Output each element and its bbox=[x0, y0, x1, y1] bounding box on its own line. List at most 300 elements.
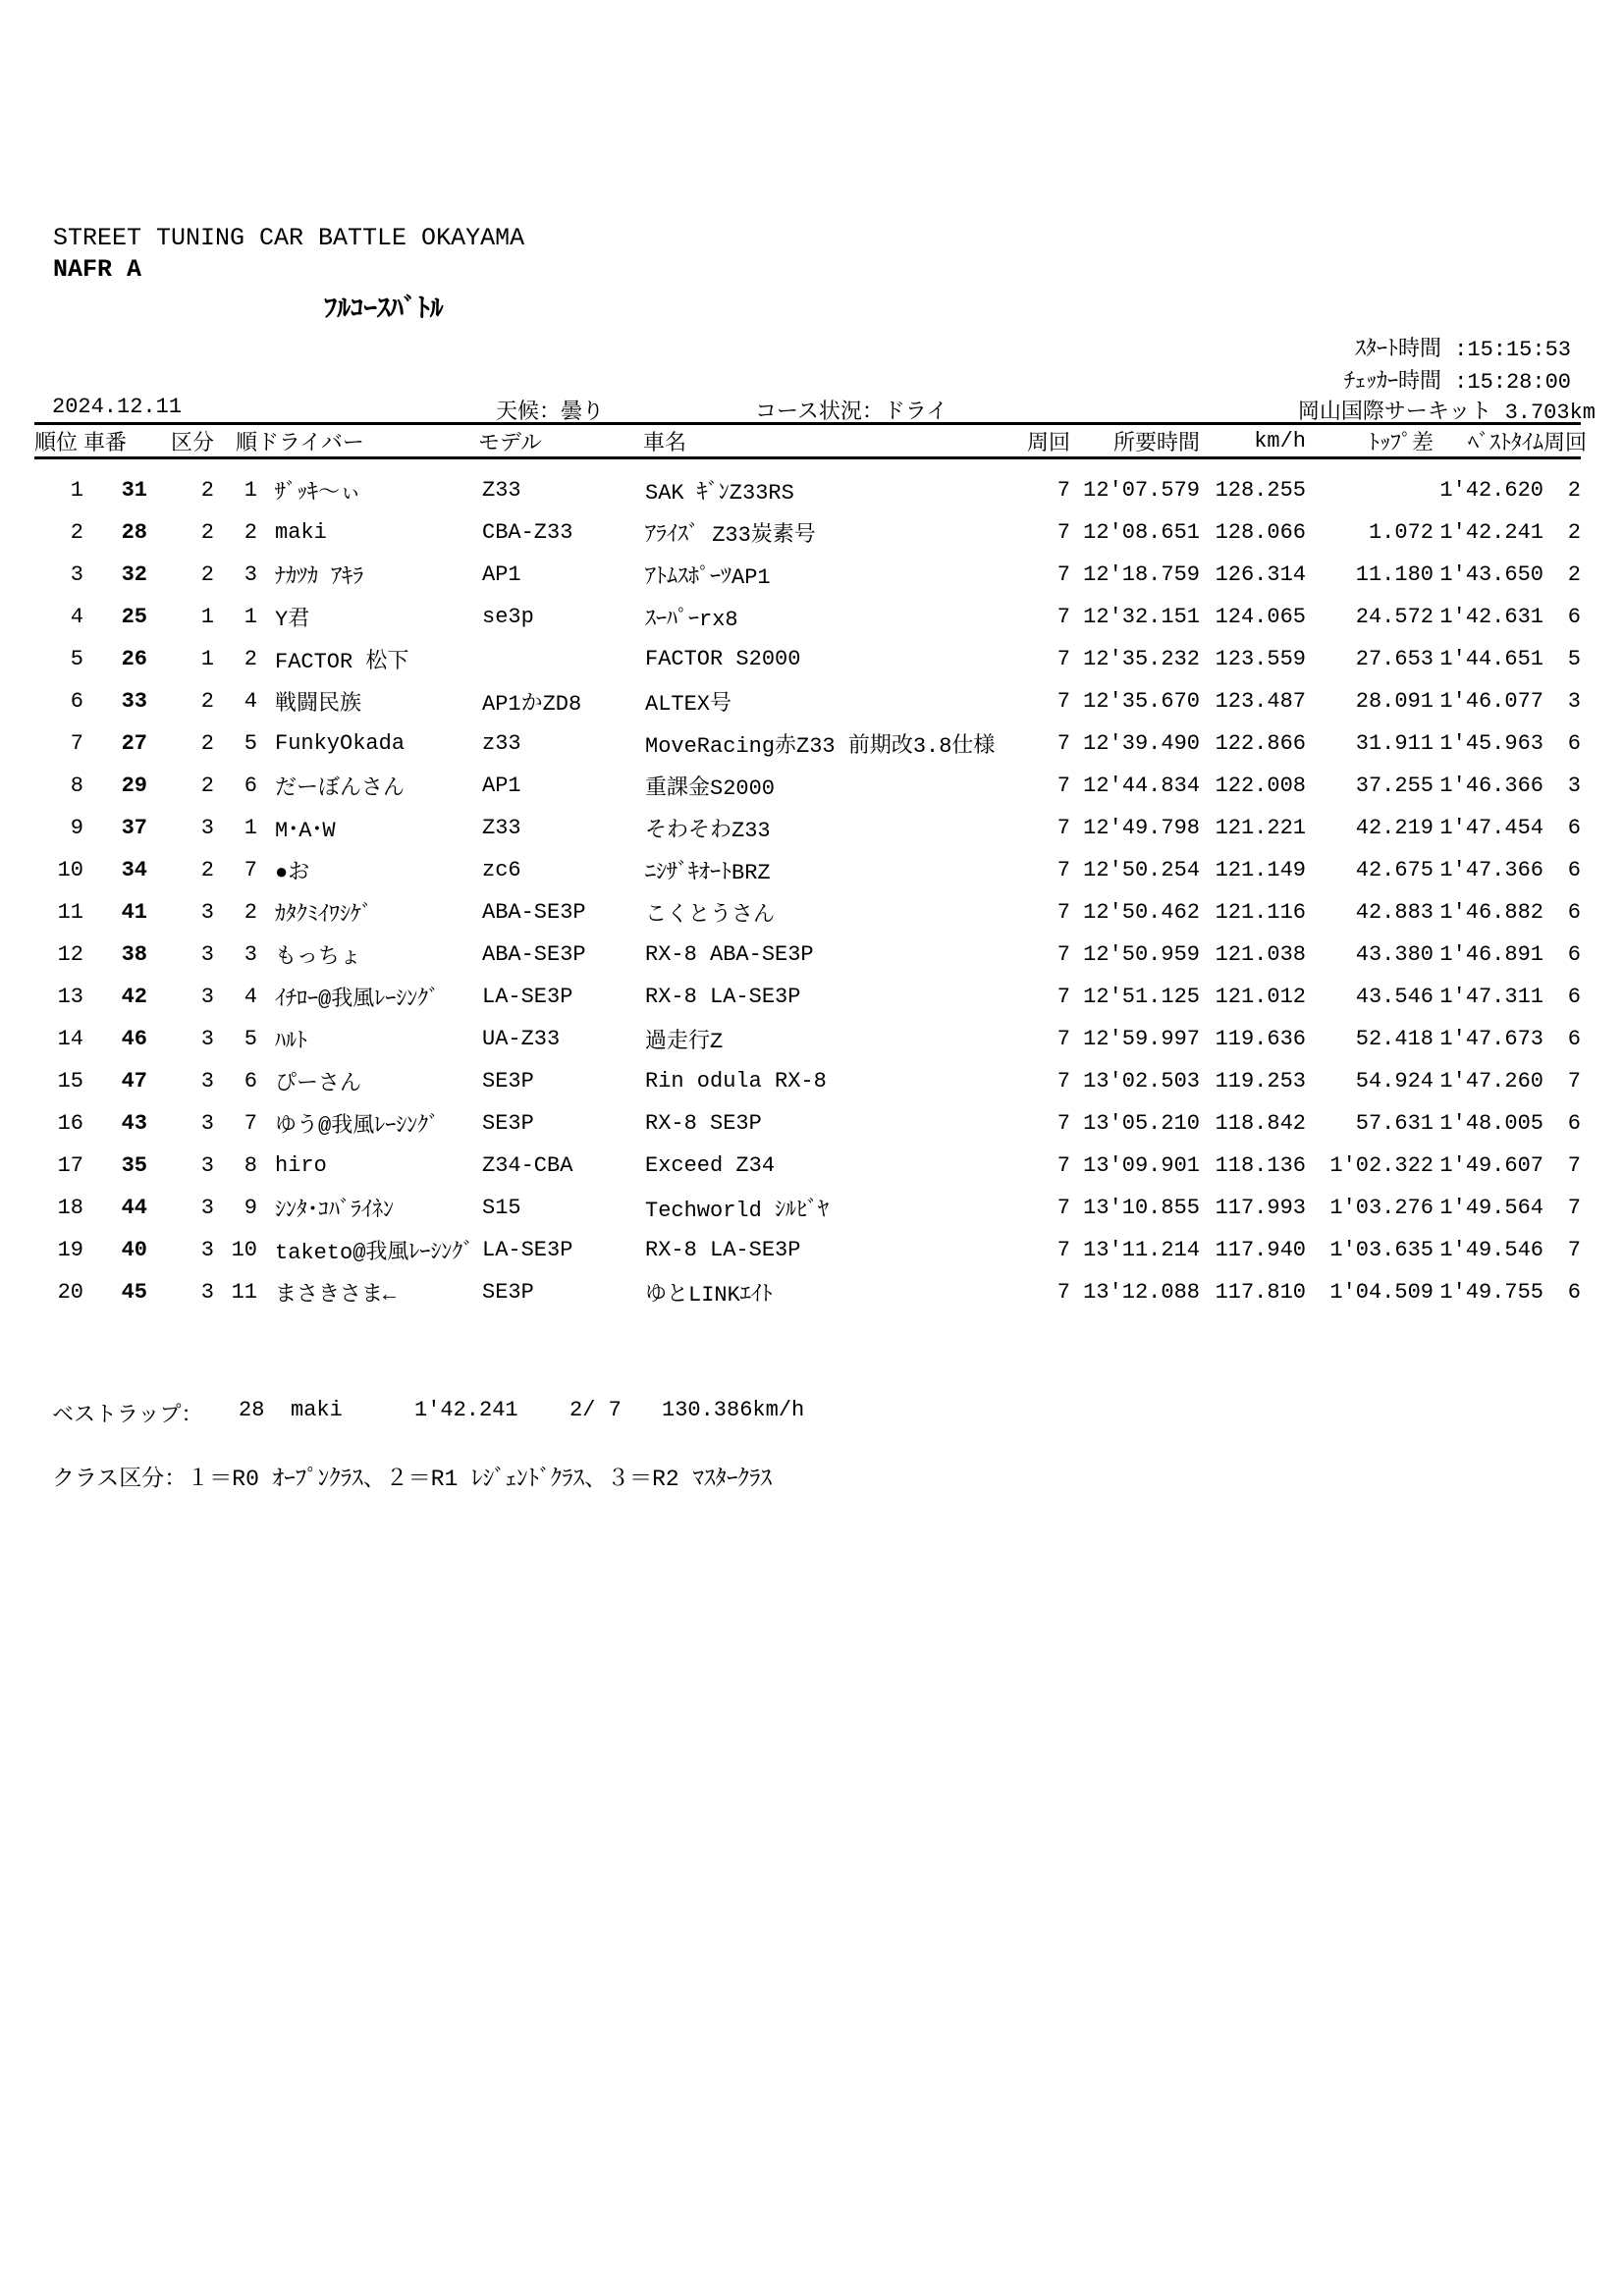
cell-driver: ぴーさん bbox=[275, 1072, 362, 1096]
header-row bbox=[34, 424, 1581, 458]
class-legend: クラス区分：１＝R0 ｵｰﾌﾟﾝｸﾗｽ、２＝R1 ﾚｼﾞｪﾝﾄﾞｸﾗｽ、３＝R2 ﾏｽﾀｰｸﾗｽ bbox=[52, 1467, 773, 1492]
cell-speed-kmh: 121.038 bbox=[1215, 942, 1306, 967]
cell-total-time: 12'49.798 bbox=[1083, 816, 1200, 840]
results-table-head bbox=[34, 424, 1588, 458]
cell-rank: 19 bbox=[57, 1238, 83, 1262]
cell-best-lap-no: 2 bbox=[1567, 520, 1581, 545]
cell-total-time: 12'44.834 bbox=[1083, 774, 1200, 798]
cell-gap-to-top: 42.219 bbox=[1355, 816, 1434, 840]
table-row bbox=[34, 1229, 1581, 1271]
cell-class-rank: 4 bbox=[244, 985, 257, 1009]
cell-model: LA-SE3P bbox=[482, 1238, 573, 1262]
cell-car-name: こくとうさん bbox=[645, 903, 776, 928]
table-row bbox=[34, 891, 1581, 934]
cell-rank: 8 bbox=[70, 774, 83, 798]
cell-car-number: 46 bbox=[121, 1027, 147, 1051]
weather-condition: 天候：曇り bbox=[496, 400, 605, 425]
cell-class: 2 bbox=[200, 689, 214, 714]
cell-class-rank: 2 bbox=[244, 900, 257, 925]
cell-car-name: 重課金S2000 bbox=[645, 776, 776, 801]
cell-laps: 7 bbox=[1056, 647, 1070, 671]
cell-driver: Y君 bbox=[275, 608, 310, 632]
cell-gap-to-top: 31.911 bbox=[1355, 731, 1434, 756]
cell-car-number: 44 bbox=[121, 1196, 147, 1220]
table-row bbox=[34, 458, 1581, 512]
cell-car-name: ｱﾄﾑｽﾎﾟｰﾂAP1 bbox=[645, 565, 771, 590]
cell-car-number: 29 bbox=[121, 774, 147, 798]
cell-best-time: 1'47.311 bbox=[1439, 985, 1543, 1009]
cell-total-time: 12'08.651 bbox=[1083, 520, 1200, 545]
col-header-laps: 周回 bbox=[1026, 431, 1070, 456]
cell-driver: maki bbox=[275, 520, 327, 545]
cell-model: zc6 bbox=[482, 858, 521, 882]
cell-laps: 7 bbox=[1056, 1111, 1070, 1136]
cell-total-time: 12'07.579 bbox=[1083, 478, 1200, 503]
table-row bbox=[34, 638, 1581, 680]
cell-car-number: 35 bbox=[121, 1153, 147, 1178]
cell-driver: まさきさま← bbox=[275, 1283, 397, 1308]
cell-car-number: 45 bbox=[121, 1280, 147, 1305]
cell-best-lap-no: 2 bbox=[1567, 478, 1581, 503]
cell-model: se3p bbox=[482, 605, 534, 629]
cell-gap-to-top: 24.572 bbox=[1355, 605, 1434, 629]
cell-class-rank: 7 bbox=[244, 1111, 257, 1136]
cell-rank: 2 bbox=[70, 520, 83, 545]
cell-laps: 7 bbox=[1056, 1280, 1070, 1305]
cell-best-time: 1'45.963 bbox=[1439, 731, 1543, 756]
cell-model: S15 bbox=[482, 1196, 521, 1220]
cell-driver: ﾅｶﾂｶ ｱｷﾗ bbox=[275, 565, 364, 590]
cell-laps: 7 bbox=[1056, 1153, 1070, 1178]
table-row bbox=[34, 1145, 1581, 1187]
cell-class: 1 bbox=[200, 647, 214, 671]
cell-car-number: 42 bbox=[121, 985, 147, 1009]
cell-best-lap-no: 7 bbox=[1567, 1069, 1581, 1094]
cell-best-lap-no: 6 bbox=[1567, 1111, 1581, 1136]
cell-best-lap-no: 6 bbox=[1567, 900, 1581, 925]
cell-driver: 戦闘民族 bbox=[275, 692, 362, 717]
table-row bbox=[34, 511, 1581, 554]
cell-car-name: RX-8 LA-SE3P bbox=[645, 1238, 801, 1262]
start-time-label: ｽﾀｰﾄ時間 bbox=[1354, 338, 1441, 362]
cell-rank: 6 bbox=[70, 689, 83, 714]
col-header-class: 区分 bbox=[170, 431, 214, 456]
cell-model: AP1 bbox=[482, 562, 521, 587]
race-type-heading: ﾌﾙｺｰｽﾊﾞﾄﾙ bbox=[324, 296, 444, 326]
cell-class: 2 bbox=[200, 774, 214, 798]
cell-class-rank: 1 bbox=[244, 605, 257, 629]
cell-laps: 7 bbox=[1056, 858, 1070, 882]
cell-car-number: 31 bbox=[121, 478, 147, 503]
cell-class-rank: 2 bbox=[244, 647, 257, 671]
cell-laps: 7 bbox=[1056, 985, 1070, 1009]
cell-laps: 7 bbox=[1056, 689, 1070, 714]
race-date: 2024.12.11 bbox=[52, 395, 183, 419]
cell-class: 2 bbox=[200, 478, 214, 503]
results-table-body bbox=[34, 458, 1581, 1314]
cell-driver: もっちょ bbox=[275, 945, 362, 970]
cell-rank: 15 bbox=[57, 1069, 83, 1094]
circuit-name-length: 岡山国際サーキット 3.703km bbox=[1297, 400, 1596, 425]
cell-best-lap-no: 6 bbox=[1567, 985, 1581, 1009]
cell-laps: 7 bbox=[1056, 774, 1070, 798]
cell-best-lap-no: 6 bbox=[1567, 1280, 1581, 1305]
cell-best-lap-no: 6 bbox=[1567, 858, 1581, 882]
cell-model: AP1かZD8 bbox=[482, 692, 582, 717]
cell-best-lap-no: 7 bbox=[1567, 1238, 1581, 1262]
cell-laps: 7 bbox=[1056, 942, 1070, 967]
cell-best-lap-no: 7 bbox=[1567, 1153, 1581, 1178]
cell-speed-kmh: 118.842 bbox=[1215, 1111, 1306, 1136]
start-time-value: :15:15:53 bbox=[1454, 338, 1571, 362]
cell-driver: hiro bbox=[275, 1153, 327, 1178]
cell-class: 2 bbox=[200, 520, 214, 545]
cell-class: 3 bbox=[200, 1111, 214, 1136]
cell-gap-to-top: 1'04.509 bbox=[1329, 1280, 1434, 1305]
cell-best-time: 1'49.755 bbox=[1439, 1280, 1543, 1305]
cell-best-time: 1'48.005 bbox=[1439, 1111, 1543, 1136]
cell-speed-kmh: 126.314 bbox=[1215, 562, 1306, 587]
cell-car-name: ｱﾗｲｽﾞ Z33炭素号 bbox=[645, 523, 816, 548]
cell-rank: 11 bbox=[57, 900, 83, 925]
cell-model: ABA-SE3P bbox=[482, 942, 586, 967]
cell-rank: 20 bbox=[57, 1280, 83, 1305]
cell-speed-kmh: 119.253 bbox=[1215, 1069, 1306, 1094]
table-row bbox=[34, 807, 1581, 849]
cell-model: SE3P bbox=[482, 1280, 534, 1305]
cell-speed-kmh: 121.149 bbox=[1215, 858, 1306, 882]
cell-car-name: Techworld ｼﾙﾋﾞﾔ bbox=[645, 1199, 830, 1223]
best-lap-lap-number: 2/ 7 bbox=[569, 1398, 622, 1422]
cell-best-time: 1'49.607 bbox=[1439, 1153, 1543, 1178]
col-header-gap-to-top: ﾄｯﾌﾟ差 bbox=[1368, 431, 1434, 456]
best-lap-label: ベストラップ： bbox=[52, 1404, 203, 1428]
cell-rank: 14 bbox=[57, 1027, 83, 1051]
cell-gap-to-top: 52.418 bbox=[1355, 1027, 1434, 1051]
cell-class: 3 bbox=[200, 1196, 214, 1220]
cell-car-name: RX-8 LA-SE3P bbox=[645, 985, 801, 1009]
cell-model: z33 bbox=[482, 731, 521, 756]
cell-car-number: 47 bbox=[121, 1069, 147, 1094]
cell-class-rank: 8 bbox=[244, 1153, 257, 1178]
cell-driver: ﾊﾙﾄ bbox=[275, 1030, 308, 1054]
cell-gap-to-top: 1'03.635 bbox=[1329, 1238, 1434, 1262]
cell-driver: ゆう@我風ﾚｰｼﾝｸﾞ bbox=[275, 1114, 440, 1139]
cell-class-rank: 3 bbox=[244, 942, 257, 967]
cell-best-lap-no: 6 bbox=[1567, 816, 1581, 840]
cell-car-number: 40 bbox=[121, 1238, 147, 1262]
results-table bbox=[34, 422, 1588, 1313]
cell-best-time: 1'47.260 bbox=[1439, 1069, 1543, 1094]
cell-best-time: 1'46.366 bbox=[1439, 774, 1543, 798]
cell-rank: 12 bbox=[57, 942, 83, 967]
cell-best-time: 1'43.650 bbox=[1439, 562, 1543, 587]
cell-car-number: 34 bbox=[121, 858, 147, 882]
cell-laps: 7 bbox=[1056, 731, 1070, 756]
cell-rank: 16 bbox=[57, 1111, 83, 1136]
cell-car-name: RX-8 SE3P bbox=[645, 1111, 762, 1136]
cell-best-time: 1'47.366 bbox=[1439, 858, 1543, 882]
start-time bbox=[1355, 332, 1571, 362]
cell-best-time: 1'42.631 bbox=[1439, 605, 1543, 629]
table-row bbox=[34, 596, 1581, 638]
col-header-model: モデル bbox=[478, 431, 542, 456]
cell-best-lap-no: 7 bbox=[1567, 1196, 1581, 1220]
col-header-speed-kmh: km/h bbox=[1254, 428, 1306, 454]
cell-car-name: 過走行Z bbox=[645, 1030, 724, 1054]
cell-class: 2 bbox=[200, 858, 214, 882]
cell-total-time: 13'11.214 bbox=[1083, 1238, 1200, 1262]
cell-class-rank: 7 bbox=[244, 858, 257, 882]
cell-class: 3 bbox=[200, 900, 214, 925]
cell-total-time: 12'35.232 bbox=[1083, 647, 1200, 671]
cell-class-rank: 10 bbox=[231, 1238, 257, 1262]
cell-best-lap-no: 5 bbox=[1567, 647, 1581, 671]
table-row bbox=[34, 765, 1581, 807]
table-row bbox=[34, 554, 1581, 596]
cell-best-time: 1'44.651 bbox=[1439, 647, 1543, 671]
cell-class: 3 bbox=[200, 1238, 214, 1262]
table-row bbox=[34, 680, 1581, 722]
cell-total-time: 12'50.254 bbox=[1083, 858, 1200, 882]
cell-driver: だーぼんさん bbox=[275, 776, 406, 801]
cell-model: SE3P bbox=[482, 1069, 534, 1094]
cell-rank: 18 bbox=[57, 1196, 83, 1220]
cell-best-time: 1'46.891 bbox=[1439, 942, 1543, 967]
cell-class-rank: 5 bbox=[244, 731, 257, 756]
cell-laps: 7 bbox=[1056, 816, 1070, 840]
cell-car-name: そわそわZ33 bbox=[645, 819, 771, 843]
cell-laps: 7 bbox=[1056, 1069, 1070, 1094]
cell-class: 3 bbox=[200, 985, 214, 1009]
cell-gap-to-top: 1'03.276 bbox=[1329, 1196, 1434, 1220]
cell-laps: 7 bbox=[1056, 562, 1070, 587]
cell-gap-to-top: 57.631 bbox=[1355, 1111, 1434, 1136]
cell-class-rank: 11 bbox=[231, 1280, 257, 1305]
table-row bbox=[34, 722, 1581, 765]
cell-model: UA-Z33 bbox=[482, 1027, 561, 1051]
col-header-car-name: 車名 bbox=[643, 431, 687, 456]
cell-driver: ●お bbox=[275, 861, 310, 885]
cell-car-name: SAK ｷﾞﾝZ33RS bbox=[645, 481, 794, 506]
cell-best-lap-no: 6 bbox=[1567, 942, 1581, 967]
cell-car-number: 26 bbox=[121, 647, 147, 671]
cell-car-name: ｽｰﾊﾟｰrx8 bbox=[645, 608, 738, 632]
cell-class: 1 bbox=[200, 605, 214, 629]
cell-speed-kmh: 121.116 bbox=[1215, 900, 1306, 925]
cell-rank: 1 bbox=[70, 478, 83, 503]
cell-best-time: 1'42.620 bbox=[1439, 478, 1543, 503]
cell-total-time: 13'05.210 bbox=[1083, 1111, 1200, 1136]
cell-speed-kmh: 122.866 bbox=[1215, 731, 1306, 756]
col-header-rank: 順位 bbox=[34, 431, 79, 456]
page-title: STREET TUNING CAR BATTLE OKAYAMA bbox=[53, 224, 525, 252]
cell-best-lap-no: 6 bbox=[1567, 1027, 1581, 1051]
cell-speed-kmh: 121.221 bbox=[1215, 816, 1306, 840]
cell-speed-kmh: 117.940 bbox=[1215, 1238, 1306, 1262]
cell-best-lap-no: 6 bbox=[1567, 731, 1581, 756]
cell-total-time: 12'35.670 bbox=[1083, 689, 1200, 714]
cell-gap-to-top: 42.675 bbox=[1355, 858, 1434, 882]
cell-car-name: ゆとLINKｴｲﾄ bbox=[645, 1283, 773, 1308]
checker-time bbox=[1344, 364, 1571, 395]
cell-car-number: 43 bbox=[121, 1111, 147, 1136]
cell-class: 3 bbox=[200, 1153, 214, 1178]
cell-model: Z33 bbox=[482, 478, 521, 503]
cell-gap-to-top: 1.072 bbox=[1368, 520, 1434, 545]
cell-rank: 9 bbox=[70, 816, 83, 840]
cell-gap-to-top: 27.653 bbox=[1355, 647, 1434, 671]
cell-class-rank: 2 bbox=[244, 520, 257, 545]
cell-driver: ｲﾁﾛｰ@我風ﾚｰｼﾝｸﾞ bbox=[275, 988, 440, 1012]
cell-laps: 7 bbox=[1056, 478, 1070, 503]
cell-total-time: 12'50.959 bbox=[1083, 942, 1200, 967]
cell-total-time: 12'59.997 bbox=[1083, 1027, 1200, 1051]
page-subtitle: NAFR A bbox=[53, 255, 142, 284]
cell-speed-kmh: 117.993 bbox=[1215, 1196, 1306, 1220]
cell-model: CBA-Z33 bbox=[482, 520, 573, 545]
cell-car-number: 33 bbox=[121, 689, 147, 714]
cell-model: Z34-CBA bbox=[482, 1153, 573, 1178]
cell-speed-kmh: 128.066 bbox=[1215, 520, 1306, 545]
table-row bbox=[34, 1018, 1581, 1060]
cell-driver: ｶﾀｸﾐｲﾜｼｹﾞ bbox=[275, 903, 373, 928]
cell-laps: 7 bbox=[1056, 900, 1070, 925]
cell-best-time: 1'42.241 bbox=[1439, 520, 1543, 545]
cell-car-name: RX-8 ABA-SE3P bbox=[645, 942, 814, 967]
cell-class: 3 bbox=[200, 1069, 214, 1094]
cell-best-time: 1'49.564 bbox=[1439, 1196, 1543, 1220]
col-header-total-time: 所要時間 bbox=[1112, 431, 1200, 456]
cell-model: SE3P bbox=[482, 1111, 534, 1136]
best-lap-driver: maki bbox=[291, 1398, 343, 1422]
cell-total-time: 12'18.759 bbox=[1083, 562, 1200, 587]
cell-gap-to-top: 43.380 bbox=[1355, 942, 1434, 967]
col-header-best-lap-no: 周回 bbox=[1543, 431, 1588, 456]
cell-car-number: 32 bbox=[121, 562, 147, 587]
cell-total-time: 12'32.151 bbox=[1083, 605, 1200, 629]
cell-car-name: ﾆｼｻﾞｷｵｰﾄBRZ bbox=[645, 861, 771, 885]
cell-best-time: 1'46.077 bbox=[1439, 689, 1543, 714]
cell-speed-kmh: 124.065 bbox=[1215, 605, 1306, 629]
cell-class: 3 bbox=[200, 942, 214, 967]
col-header-best-time: ﾍﾞｽﾄﾀｲﾑ bbox=[1467, 431, 1543, 456]
col-header-car-number: 車番 bbox=[83, 431, 128, 456]
cell-class-rank: 3 bbox=[244, 562, 257, 587]
cell-best-lap-no: 2 bbox=[1567, 562, 1581, 587]
cell-driver: ｻﾞｯｷ～ぃ bbox=[275, 481, 362, 506]
cell-gap-to-top: 37.255 bbox=[1355, 774, 1434, 798]
cell-gap-to-top: 1'02.322 bbox=[1329, 1153, 1434, 1178]
best-lap-car-number: 28 bbox=[239, 1398, 265, 1422]
cell-best-time: 1'46.882 bbox=[1439, 900, 1543, 925]
col-header-class-rank: 順 bbox=[235, 431, 257, 456]
table-row bbox=[34, 1187, 1581, 1229]
cell-driver: M･A･W bbox=[275, 819, 336, 843]
cell-rank: 7 bbox=[70, 731, 83, 756]
cell-speed-kmh: 123.559 bbox=[1215, 647, 1306, 671]
cell-model: LA-SE3P bbox=[482, 985, 573, 1009]
cell-class-rank: 1 bbox=[244, 478, 257, 503]
cell-class: 3 bbox=[200, 1027, 214, 1051]
cell-laps: 7 bbox=[1056, 1196, 1070, 1220]
cell-class: 3 bbox=[200, 816, 214, 840]
best-lap-speed: 130.386km/h bbox=[662, 1398, 805, 1422]
cell-best-time: 1'47.673 bbox=[1439, 1027, 1543, 1051]
table-row bbox=[34, 1271, 1581, 1313]
cell-best-time: 1'47.454 bbox=[1439, 816, 1543, 840]
table-row bbox=[34, 976, 1581, 1018]
cell-class-rank: 6 bbox=[244, 1069, 257, 1094]
cell-gap-to-top: 43.546 bbox=[1355, 985, 1434, 1009]
table-row bbox=[34, 1060, 1581, 1102]
cell-rank: 3 bbox=[70, 562, 83, 587]
cell-car-name: MoveRacing赤Z33 前期改3.8仕様 bbox=[645, 734, 996, 759]
checker-time-value: :15:28:00 bbox=[1454, 370, 1571, 395]
cell-laps: 7 bbox=[1056, 1027, 1070, 1051]
cell-best-lap-no: 3 bbox=[1567, 689, 1581, 714]
cell-gap-to-top: 54.924 bbox=[1355, 1069, 1434, 1094]
cell-rank: 13 bbox=[57, 985, 83, 1009]
cell-best-lap-no: 3 bbox=[1567, 774, 1581, 798]
cell-car-name: Rin odula RX-8 bbox=[645, 1069, 827, 1094]
cell-car-number: 37 bbox=[121, 816, 147, 840]
cell-class-rank: 1 bbox=[244, 816, 257, 840]
cell-speed-kmh: 119.636 bbox=[1215, 1027, 1306, 1051]
cell-laps: 7 bbox=[1056, 605, 1070, 629]
cell-car-number: 25 bbox=[121, 605, 147, 629]
cell-total-time: 13'02.503 bbox=[1083, 1069, 1200, 1094]
cell-car-number: 41 bbox=[121, 900, 147, 925]
cell-class: 2 bbox=[200, 731, 214, 756]
table-row bbox=[34, 1102, 1581, 1145]
cell-class-rank: 9 bbox=[244, 1196, 257, 1220]
cell-class: 2 bbox=[200, 562, 214, 587]
cell-speed-kmh: 122.008 bbox=[1215, 774, 1306, 798]
cell-speed-kmh: 117.810 bbox=[1215, 1280, 1306, 1305]
cell-total-time: 12'39.490 bbox=[1083, 731, 1200, 756]
cell-gap-to-top: 28.091 bbox=[1355, 689, 1434, 714]
cell-speed-kmh: 123.487 bbox=[1215, 689, 1306, 714]
cell-driver: ｼﾝﾀ･ｺﾊﾞﾗｲﾈﾝ bbox=[275, 1199, 395, 1223]
cell-class-rank: 4 bbox=[244, 689, 257, 714]
cell-gap-to-top: 11.180 bbox=[1355, 562, 1434, 587]
cell-model: ABA-SE3P bbox=[482, 900, 586, 925]
cell-rank: 17 bbox=[57, 1153, 83, 1178]
table-row bbox=[34, 934, 1581, 976]
col-header-driver: ドライバー bbox=[257, 431, 364, 456]
table-row bbox=[34, 849, 1581, 891]
cell-class-rank: 6 bbox=[244, 774, 257, 798]
cell-total-time: 12'50.462 bbox=[1083, 900, 1200, 925]
cell-gap-to-top bbox=[1306, 458, 1434, 512]
cell-car-name: ALTEX号 bbox=[645, 692, 732, 717]
cell-gap-to-top: 42.883 bbox=[1355, 900, 1434, 925]
cell-rank: 10 bbox=[57, 858, 83, 882]
cell-car-name: Exceed Z34 bbox=[645, 1153, 776, 1178]
best-lap-time: 1'42.241 bbox=[414, 1398, 518, 1422]
cell-speed-kmh: 128.255 bbox=[1215, 478, 1306, 503]
cell-total-time: 13'10.855 bbox=[1083, 1196, 1200, 1220]
cell-model bbox=[478, 638, 643, 680]
cell-best-time: 1'49.546 bbox=[1439, 1238, 1543, 1262]
cell-car-number: 38 bbox=[121, 942, 147, 967]
cell-model: AP1 bbox=[482, 774, 521, 798]
cell-rank: 5 bbox=[70, 647, 83, 671]
cell-total-time: 12'51.125 bbox=[1083, 985, 1200, 1009]
cell-laps: 7 bbox=[1056, 1238, 1070, 1262]
cell-model: Z33 bbox=[482, 816, 521, 840]
